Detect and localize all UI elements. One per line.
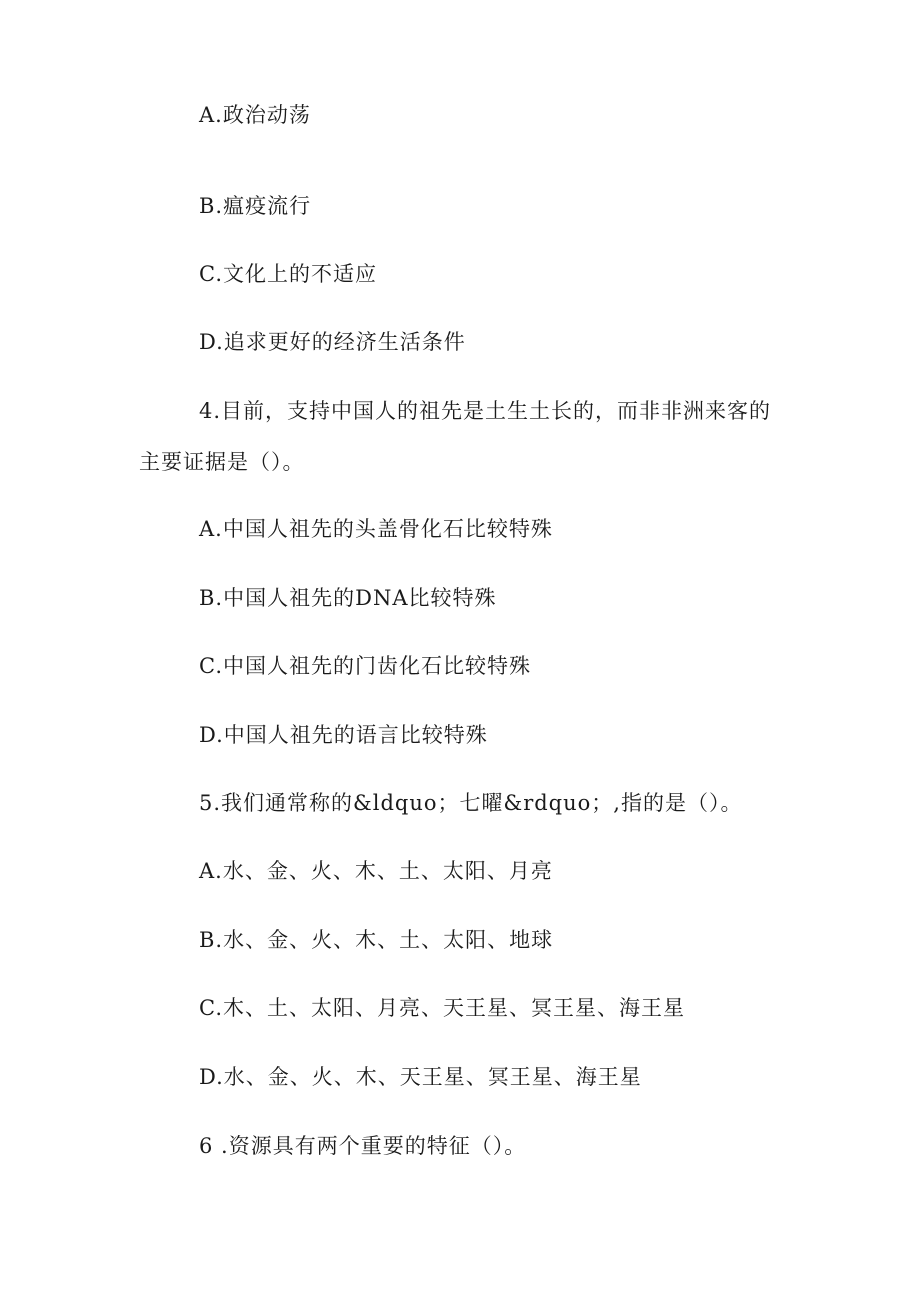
q4-option-c: C.中国人祖先的门齿化石比较特殊 <box>199 654 531 678</box>
q5-option-b: B.水、金、火、木、土、太阳、地球 <box>199 928 554 952</box>
q4-stem-line1: 4.目前，支持中国人的祖先是土生土长的，而非非洲来客的 <box>199 399 772 423</box>
q4-stem-line2: 主要证据是（）。 <box>139 450 305 474</box>
q5-option-d: D.水、金、火、木、天王星、冥王星、海王星 <box>199 1065 642 1089</box>
q5-stem: 5.我们通常称的&ldquo；七曜&rdquo；,指的是（）。 <box>199 791 743 815</box>
q5-option-a: A.水、金、火、木、土、太阳、月亮 <box>199 859 553 883</box>
q4-option-b: B.中国人祖先的DNA比较特殊 <box>199 586 497 610</box>
q6-stem: 6 .资源具有两个重要的特征（）。 <box>199 1134 527 1158</box>
q4-option-d: D.中国人祖先的语言比较特殊 <box>199 723 488 747</box>
q3-option-c: C.文化上的不适应 <box>199 262 377 286</box>
q3-option-a: A.政治动荡 <box>199 103 311 127</box>
q5-option-c: C.木、土、太阳、月亮、天王星、冥王星、海王星 <box>199 996 685 1020</box>
q4-option-a: A.中国人祖先的头盖骨化石比较特殊 <box>199 517 553 541</box>
q3-option-d: D.追求更好的经济生活条件 <box>199 330 466 354</box>
q3-option-b: B.瘟疫流行 <box>199 194 312 218</box>
